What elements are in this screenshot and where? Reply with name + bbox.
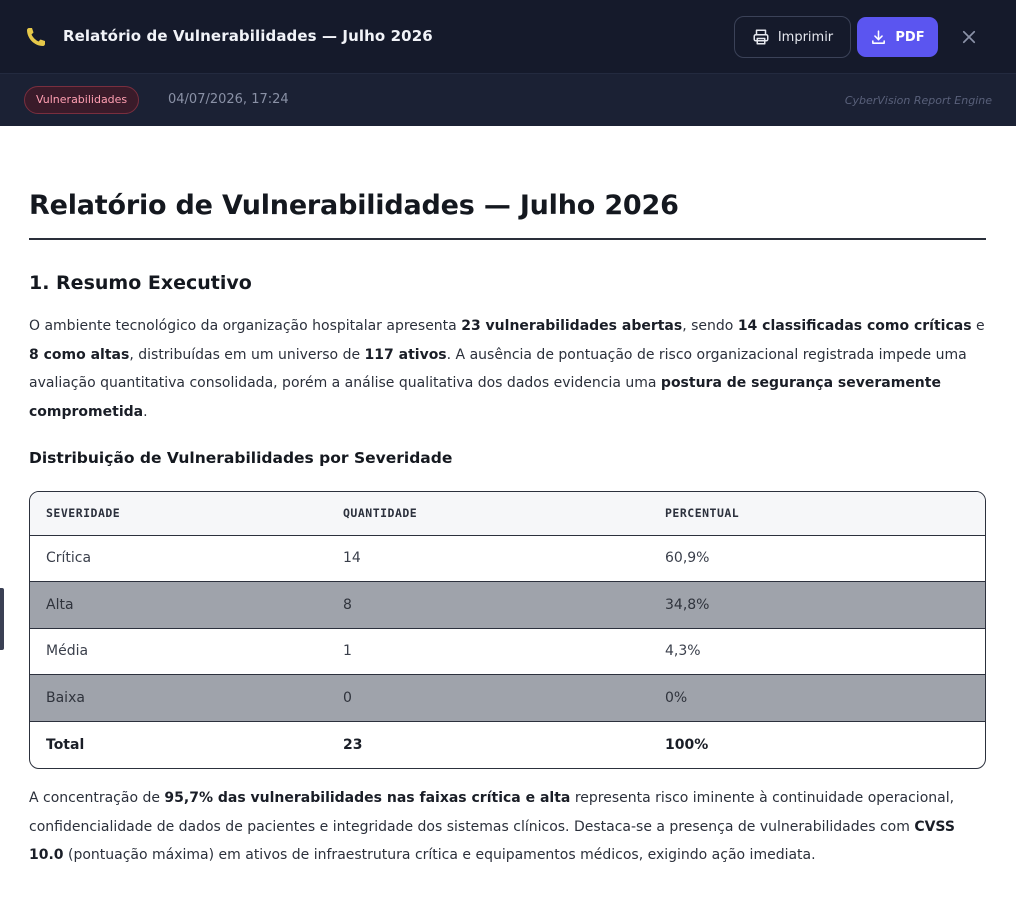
conclusion-paragraph: A concentração de 95,7% das vulnerabilidades nas faixas crítica e alta representa risco iminente à continuidade operacional, confidencialidade de dados de pacientes e integridade dos sistemas clínicos. Destaca-se a presença de vulnerabilidades com CVSS 10.0 (pontuação máxima) em ativos de infraestrutura crítica e equipamentos médicos, exigindo ação imediata. (29, 790, 955, 863)
quantity-cell: 14 (343, 535, 665, 582)
severity-cell: Crítica (30, 535, 343, 582)
download-icon (870, 29, 887, 46)
executive-summary-paragraph: O ambiente tecnológico da organização hospitalar apresenta 23 vulnerabilidades abertas, sendo 14 classificadas como críticas e 8 como altas, distribuídas em um universo de 117 ativos. A ausência de pontuação de risco organizacional registrada impede uma avaliação quantitativa consolidada, porém a análise qualitativa dos dados evidencia uma postura de segurança severamente comprometida. (29, 318, 985, 420)
quantity-cell: 1 (343, 628, 665, 675)
table-row (30, 535, 985, 582)
title-bar (0, 0, 1016, 74)
severity-cell: Baixa (30, 675, 343, 722)
printer-icon (752, 28, 770, 46)
quantity-cell: 23 (343, 736, 363, 753)
report-timestamp: 04/07/2026, 17:24 (168, 92, 289, 107)
table-row (30, 582, 985, 629)
close-button[interactable] (956, 24, 982, 50)
close-icon (960, 28, 978, 46)
document-title: Relatório de Vulnerabilidades — Julho 2026 (29, 190, 679, 221)
quantity-cell: 8 (343, 582, 665, 629)
pdf-download-button[interactable] (857, 17, 938, 57)
phone-icon (24, 25, 48, 49)
percent-cell: 4,3% (665, 628, 985, 675)
table-heading: Distribuição de Vulnerabilidades por Severidade (29, 449, 453, 467)
scroll-handle[interactable] (0, 588, 4, 650)
table-header-row (30, 492, 985, 535)
percent-cell: 100% (665, 736, 709, 753)
pdf-button-label: PDF (895, 29, 925, 45)
severity-cell: Total (46, 736, 85, 753)
quantity-cell: 0 (343, 675, 665, 722)
column-header-quantity: QUANTIDADE (343, 492, 665, 535)
section-heading: 1. Resumo Executivo (29, 272, 252, 294)
table-row (30, 675, 985, 722)
percent-cell: 60,9% (665, 535, 985, 582)
severity-cell: Alta (30, 582, 343, 629)
table-total-row (30, 721, 985, 768)
window-title: Relatório de Vulnerabilidades — Julho 2026 (63, 27, 433, 45)
severity-table (29, 491, 986, 769)
severity-cell: Média (30, 628, 343, 675)
column-header-percent: PERCENTUAL (665, 492, 985, 535)
title-divider (29, 238, 986, 240)
percent-cell: 0% (665, 675, 985, 722)
print-button-label: Imprimir (777, 29, 834, 45)
category-badge: Vulnerabilidades (24, 86, 139, 114)
column-header-severity: SEVERIDADE (30, 492, 343, 535)
table-row (30, 628, 985, 675)
print-button[interactable] (734, 16, 851, 58)
engine-label: CyberVision Report Engine (844, 94, 992, 107)
percent-cell: 34,8% (665, 582, 985, 629)
